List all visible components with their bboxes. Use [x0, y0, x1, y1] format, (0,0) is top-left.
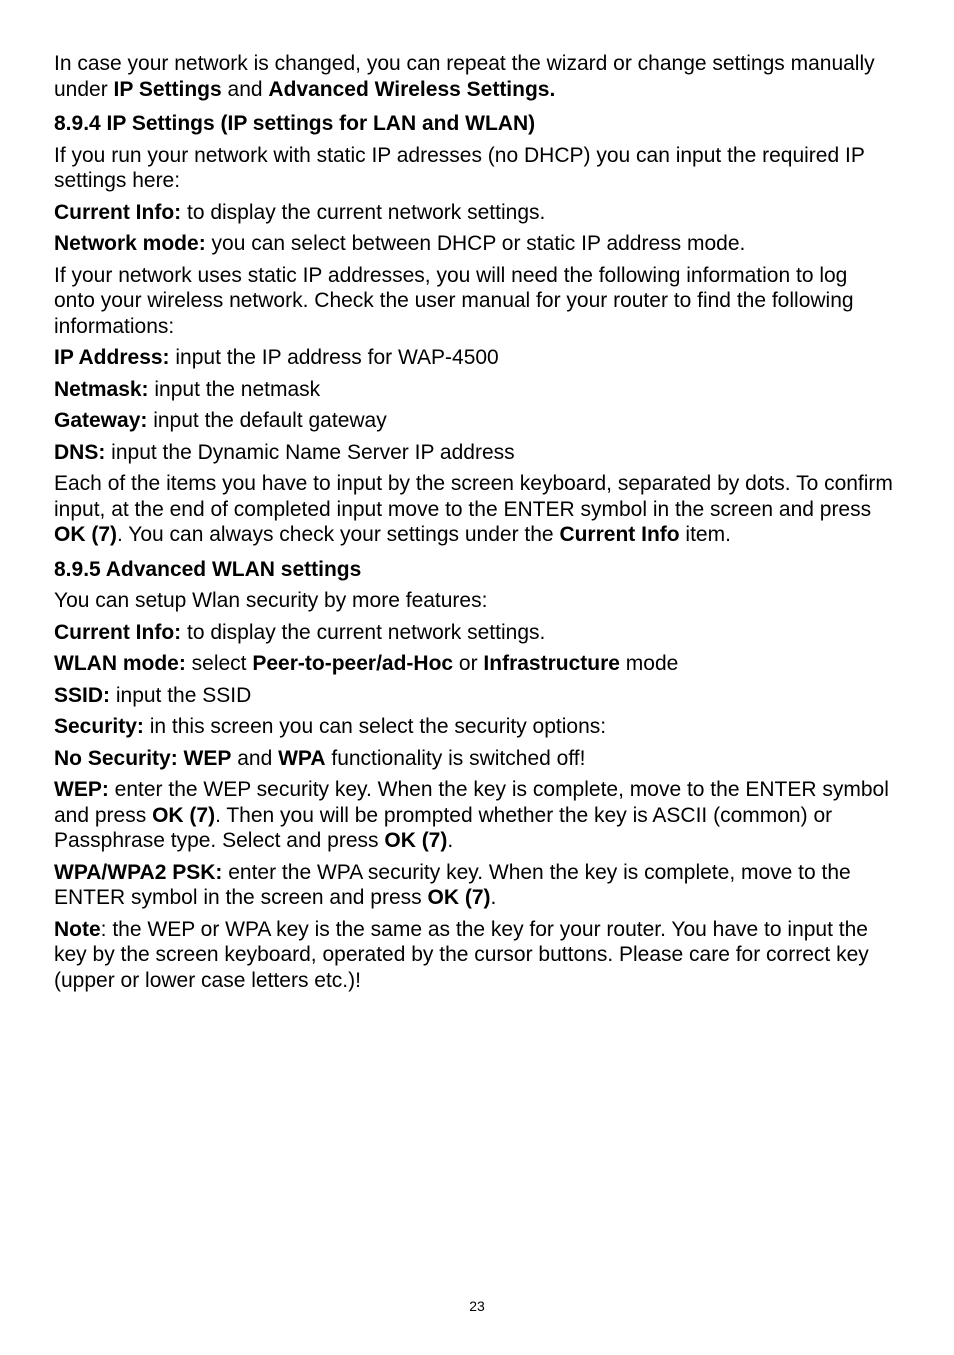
page-number: 23 [469, 1298, 485, 1314]
term-label: SSID: [54, 683, 111, 707]
ok-key-term: OK (7) [427, 886, 491, 909]
term-description: or [453, 652, 484, 675]
term-description: input the netmask [148, 377, 321, 401]
item-wep [54, 777, 894, 854]
term-description: input the default gateway [147, 409, 387, 432]
term-description: select [185, 652, 253, 675]
item-gateway [54, 408, 894, 434]
term-label: WLAN mode: [54, 652, 186, 675]
term-label: Security: [54, 715, 144, 738]
term-description: . [490, 886, 497, 909]
ok-key-term: OK (7) [384, 829, 448, 852]
term-description: enter the WEP security key. When the key is complete, move to the ENTER symbol and press [54, 778, 889, 827]
term-label: Current Info: [54, 200, 182, 224]
term-description: to display the current network settings. [181, 620, 546, 644]
term-label: Current Info: [54, 620, 182, 644]
term-description: you can select between DHCP or static IP address mode. [205, 232, 746, 255]
item-netmask [54, 377, 894, 403]
item-ssid [54, 683, 894, 709]
intro-text: In case your network is changed, you can repeat the wizard or change settings manually under [54, 52, 875, 101]
term-description: functionality is switched off! [325, 746, 586, 770]
term-label: Gateway: [54, 409, 148, 432]
section-heading-advanced-wlan: 8.9.5 Advanced WLAN settings [54, 557, 362, 581]
term-label: Network mode: [54, 232, 206, 255]
term-description: and [231, 746, 279, 770]
item-current-info-wlan [54, 620, 894, 646]
paragraph-static-ip: If you run your network with static IP adresses (no DHCP) you can input the required IP settings here: [54, 143, 865, 192]
item-wpa [54, 860, 894, 911]
item-network-mode [54, 231, 894, 257]
paragraph-static-info: If your network uses static IP addresses, you will need the following information to log onto your wireless network. Check the user manual for your router to find the following informations: [54, 263, 854, 338]
term-description: input the IP address for WAP-4500 [169, 346, 499, 369]
term-label: IP Address: [54, 346, 170, 369]
term-label: No Security: WEP [54, 746, 232, 770]
ip-settings-term: IP Settings [113, 77, 222, 101]
term-description: to display the current network settings. [181, 200, 546, 224]
term-description: input the Dynamic Name Server IP address [105, 440, 515, 464]
term-description: . [447, 829, 454, 852]
wpa-term: WPA [278, 746, 326, 770]
ok-key-term: OK (7) [152, 803, 216, 827]
document-page [54, 51, 894, 999]
item-dns [54, 440, 894, 466]
section-heading-ip-settings: 8.9.4 IP Settings (IP settings for LAN and WLAN) [54, 112, 536, 135]
item-current-info [54, 200, 894, 226]
term-description: . Then you will be prompted whether the key is ASCII (common) or Passphrase type. Select and press [54, 803, 833, 852]
item-wlan-mode [54, 651, 894, 677]
intro-text: and [221, 77, 269, 101]
term-label: Netmask: [54, 377, 149, 401]
item-note [54, 917, 894, 994]
term-label: WPA/WPA2 PSK: [54, 860, 223, 884]
term-description: input the SSID [110, 683, 252, 707]
paragraph-text: Each of the items you have to input by the screen keyboard, separated by dots. To confirm input, at the end of completed input move to the ENTER symbol in the screen and press [54, 472, 893, 521]
item-no-security [54, 746, 894, 772]
term-description: : the WEP or WPA key is the same as the key for your router. You have to input the key by the screen keyboard, operated by the cursor buttons. Please care for correct key (upper or lower case letters etc.)! [54, 917, 869, 992]
paragraph-keyboard-input [54, 471, 894, 548]
paragraph-text: . You can always check your settings under the [117, 523, 560, 546]
infrastructure-term: Infrastructure [483, 652, 620, 675]
item-security [54, 714, 894, 740]
term-description: in this screen you can select the security options: [143, 715, 607, 738]
paragraph-text: item. [679, 523, 731, 546]
ok-key-term: OK (7) [54, 523, 117, 546]
intro-paragraph [54, 51, 894, 102]
item-ip-address [54, 345, 894, 371]
term-label: Note [54, 917, 101, 941]
peer-to-peer-term: Peer-to-peer/ad-Hoc [252, 652, 454, 675]
current-info-term: Current Info [559, 523, 680, 546]
term-description: enter the WPA security key. When the key is complete, move to the ENTER symbol in the screen and press [54, 860, 851, 909]
term-label: WEP: [54, 778, 109, 801]
term-label: DNS: [54, 440, 106, 464]
term-description: mode [619, 652, 679, 675]
advanced-wireless-term: Advanced Wireless Settings. [268, 77, 556, 101]
paragraph-wlan-security: You can setup Wlan security by more features: [54, 589, 488, 612]
